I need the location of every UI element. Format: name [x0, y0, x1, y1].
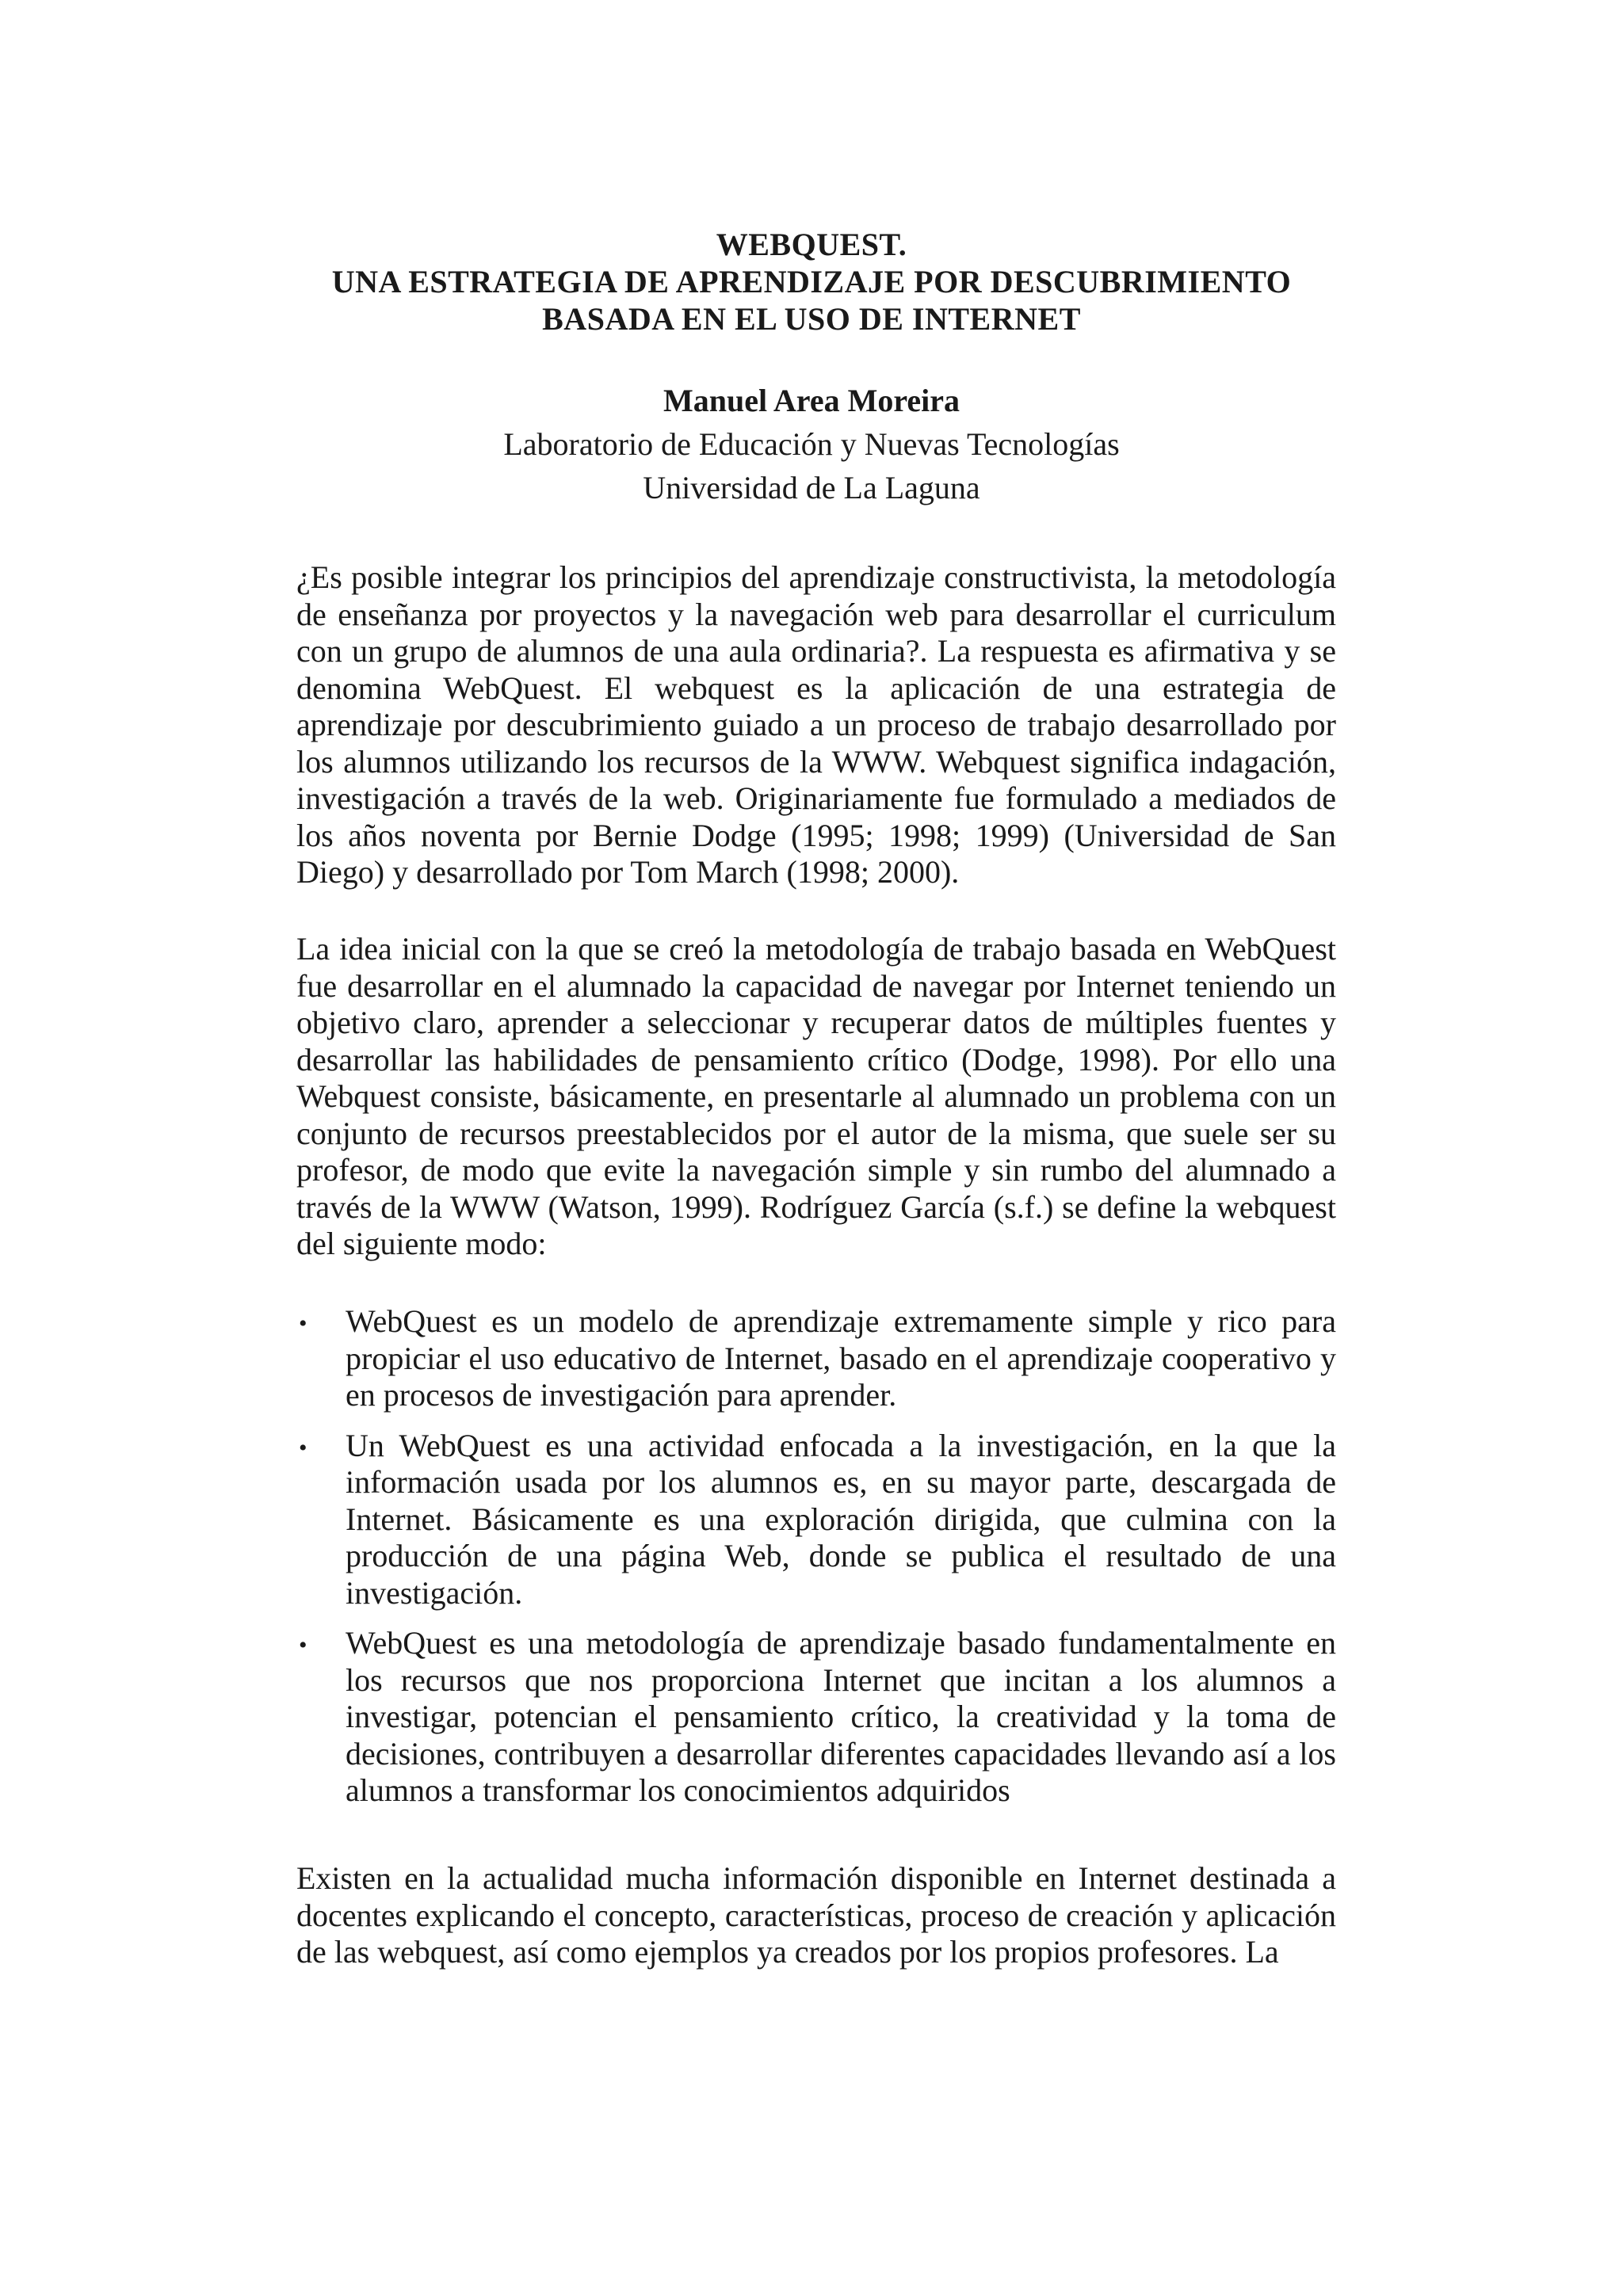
title-line-1: WEBQUEST.: [716, 227, 907, 262]
author-name: Manuel Area Moreira: [663, 383, 960, 418]
paragraph-intro: ¿Es posible integrar los principios del aprendizaje constructivista, la metodología de enseñanza por proyectos y la navegación web para desarrollar el curriculum con un grupo de alumnos de una aula ordinaria?. La respuesta es afirmativa y se denomina WebQuest. El webquest es la aplicación de una estrategia de aprendizaje por descubrimiento guiado a un proceso de trabajo desarrollado por los alumnos utilizando los recursos de la WWW. Webquest significa indagación, investigación a través de la web. Originariamente fue formulado a mediados de los años noventa por Bernie Dodge (1995; 1998; 1999) (Universidad de San Diego) y desarrollado por Tom March (1998; 2000).: [296, 559, 1336, 890]
definition-list: [296, 1303, 1336, 1823]
title-line-2: UNA ESTRATEGIA DE APRENDIZAJE POR DESCUBRIMIENTO: [331, 264, 1292, 299]
list-item: [296, 1303, 1336, 1414]
list-item: [296, 1428, 1336, 1612]
author-block: [0, 379, 1623, 509]
list-item-text: WebQuest es una metodología de aprendizaje basado fundamentalmente en los recursos que nos proporciona Internet que incitan a los alumnos a investigar, potencian el pensamiento crítico, la creatividad y la toma de decisiones, contribuyen a desarrollar diferentes capacidades llevando así a los alumnos a transformar los conocimientos adquiridos: [346, 1625, 1336, 1808]
list-item-text: WebQuest es un modelo de aprendizaje extremamente simple y rico para propiciar el uso educativo de Internet, basado en el aprendizaje cooperativo y en procesos de investigación para aprender.: [346, 1303, 1336, 1413]
paragraph-idea-inicial: La idea inicial con la que se creó la metodología de trabajo basada en WebQuest fue desarrollar en el alumnado la capacidad de navegar por Internet teniendo un objetivo claro, aprender a seleccionar y recuperar datos de múltiples fuentes y desarrollar las habilidades de pensamiento crítico (Dodge, 1998). Por ello una Webquest consiste, básicamente, en presentarle al alumnado un problema con un conjunto de recursos preestablecidos por el autor de la misma, que suele ser su profesor, de modo que evite la navegación simple y sin rumbo del alumnado a través de la WWW (Watson, 1999). Rodríguez García (s.f.) se define la webquest del siguiente modo:: [296, 931, 1336, 1261]
title-line-3: BASADA EN EL USO DE INTERNET: [542, 301, 1081, 337]
document-title: [0, 226, 1623, 338]
author-affiliation: Laboratorio de Educación y Nuevas Tecnologías: [503, 426, 1120, 462]
paragraph-existen: Existen en la actualidad mucha información disponible en Internet destinada a docentes explicando el concepto, características, proceso de creación y aplicación de las webquest, así como ejemplos ya creados por los propios profesores. La: [296, 1860, 1336, 1970]
list-item-text: Un WebQuest es una actividad enfocada a la investigación, en la que la información usada por los alumnos es, en su mayor parte, descargada de Internet. Básicamente es una exploración dirigida, que culmina con la producción de una página Web, donde se publica el resultado de una investigación.: [346, 1427, 1336, 1611]
author-institution: Universidad de La Laguna: [643, 470, 980, 505]
list-item: [296, 1625, 1336, 1810]
